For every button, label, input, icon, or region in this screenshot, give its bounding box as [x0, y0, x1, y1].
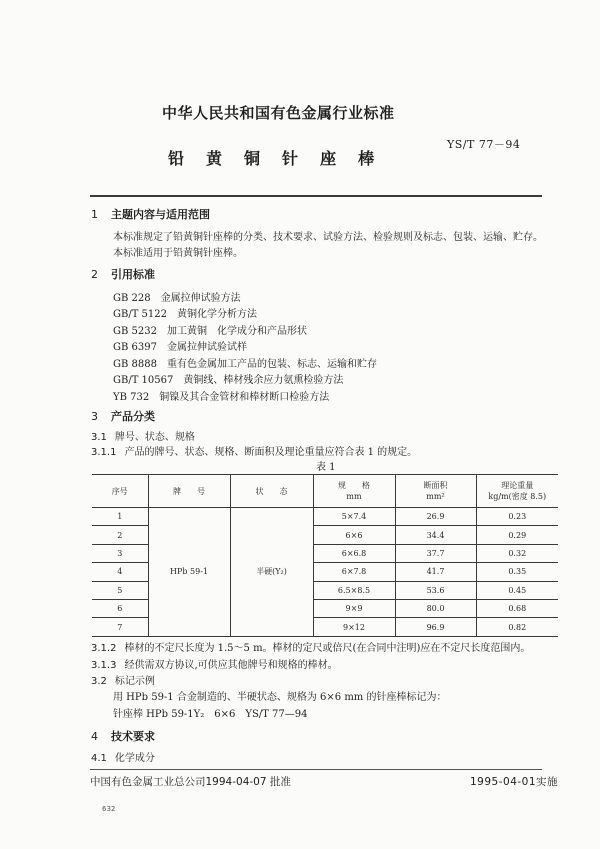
cell-spec: 9×12 — [313, 618, 395, 636]
table-row — [92, 508, 558, 526]
reference-item: GB 5232 加工黄铜 化学成分和产品形状 — [113, 326, 307, 337]
title-char: 铅 — [168, 149, 185, 168]
cell-area: 26.9 — [395, 508, 476, 526]
header-temper: 状 态 — [230, 475, 313, 508]
cell-grade: HPb 59-1 — [148, 508, 230, 637]
section-3-2-heading: 3.2 标记示例 — [91, 676, 155, 687]
section-4-heading: 4 技术要求 — [91, 730, 155, 743]
section-2-heading: 2 引用标准 — [91, 268, 155, 281]
cell-weight: 0.82 — [476, 618, 558, 636]
cell-spec: 6.5×8.5 — [313, 581, 395, 599]
cell-area: 53.6 — [395, 581, 476, 599]
reference-item: GB 8888 重有色金属加工产品的包装、标志、运输和贮存 — [113, 359, 377, 370]
cell-spec: 6×6.8 — [313, 544, 395, 562]
section-3-1-1: 3.1.1 产品的牌号、状态、规格、断面积及理论重量应符合表 1 的规定。 — [91, 447, 418, 458]
spec-table — [92, 474, 558, 637]
approval-info: 中国有色金属工业总公司1994-04-07 批准 — [90, 776, 291, 788]
section-1-paragraph-1: 本标准规定了铅黄铜针座棒的分类、技术要求、试验方法、检验规则及标志、包装、运输、贮存。 — [113, 232, 543, 243]
cell-seq: 3 — [92, 544, 148, 562]
header-seq: 序号 — [92, 475, 148, 508]
cell-spec: 9×9 — [313, 599, 395, 617]
title-char: 针 — [282, 149, 299, 168]
cell-seq: 1 — [92, 508, 148, 526]
cell-seq: 4 — [92, 563, 148, 581]
cell-spec: 6×6 — [313, 526, 395, 544]
table-caption: 表 1 — [316, 462, 336, 473]
cell-seq: 2 — [92, 526, 148, 544]
standard-code: YS/T 77－94 — [447, 138, 521, 151]
header-grade: 牌 号 — [148, 475, 230, 508]
section-3-heading: 3 产品分类 — [91, 410, 155, 423]
section-3-1-2: 3.1.2 棒材的不定尺长度为 1.5～5 m。棒材的定尺或倍尺(在合同中注明)应在不定尺长度范围内。 — [91, 643, 531, 654]
cell-spec: 6×7.8 — [313, 563, 395, 581]
org-title: 中华人民共和国有色金属行业标准 — [162, 104, 395, 122]
cell-area: 80.0 — [395, 599, 476, 617]
section-4-1-heading: 4.1 化学成分 — [91, 753, 155, 764]
cell-weight: 0.29 — [476, 526, 558, 544]
cell-seq: 7 — [92, 618, 148, 636]
cell-area: 34.4 — [395, 526, 476, 544]
marking-example-text: 用 HPb 59-1 合金制造的、半硬状态、规格为 6×6 mm 的针座棒标记为： — [113, 692, 447, 703]
cell-weight: 0.32 — [476, 544, 558, 562]
reference-item: GB/T 5122 黄铜化学分析方法 — [113, 309, 258, 320]
cell-temper: 半硬(Y₂) — [230, 508, 313, 637]
cell-weight: 0.45 — [476, 581, 558, 599]
reference-item: GB 228 金属拉伸试验方法 — [113, 293, 241, 304]
header-divider — [90, 195, 542, 197]
cell-weight: 0.35 — [476, 563, 558, 581]
title-char: 铜 — [244, 149, 261, 168]
cell-area: 41.7 — [395, 563, 476, 581]
reference-item: GB 6397 金属拉伸试验试样 — [113, 342, 247, 353]
reference-item: YB 732 铜镍及其合金管材和棒材断口检验方法 — [113, 392, 330, 403]
title-char: 黄 — [206, 149, 223, 168]
header-weight: 理论重量 kg/m(密度 8.5) — [476, 475, 558, 508]
cell-weight: 0.68 — [476, 599, 558, 617]
cell-spec: 5×7.4 — [313, 508, 395, 526]
reference-item: GB/T 10567 黄铜线、棒材残余应力氨熏检验方法 — [113, 375, 344, 386]
section-1-heading: 1 主题内容与适用范围 — [91, 208, 210, 221]
section-3-1-heading: 3.1 牌号、状态、规格 — [91, 432, 195, 443]
header-spec: 规 格 mm — [313, 475, 395, 508]
table-header-row — [92, 475, 558, 508]
section-1-paragraph-2: 本标准适用于铅黄铜针座棒。 — [113, 248, 243, 259]
cell-seq: 6 — [92, 599, 148, 617]
document-title — [168, 146, 396, 169]
section-3-1-3: 3.1.3 经供需双方协议,可供应其他牌号和规格的棒材。 — [91, 660, 338, 671]
marking-example: 针座棒 HPb 59-1Y₂ 6×6 YS/T 77—94 — [113, 709, 308, 720]
title-char: 座 — [320, 149, 337, 168]
page-number: 632 — [102, 805, 116, 813]
cell-seq: 5 — [92, 581, 148, 599]
effective-date: 1995-04-01实施 — [470, 776, 559, 788]
cell-area: 37.7 — [395, 544, 476, 562]
header-area: 断面积 mm² — [395, 475, 476, 508]
title-char: 棒 — [358, 149, 375, 168]
cell-weight: 0.23 — [476, 508, 558, 526]
cell-area: 96.9 — [395, 618, 476, 636]
footer-divider — [90, 769, 542, 770]
